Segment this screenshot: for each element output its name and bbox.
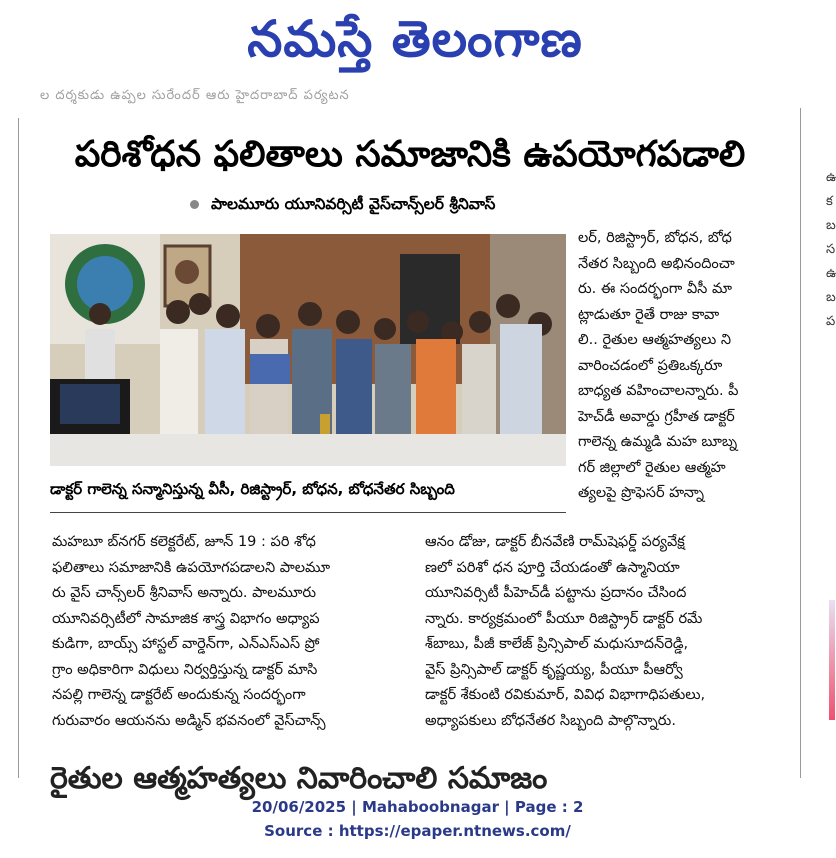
column-rule-left — [18, 118, 19, 778]
body-line: గ్రాం అధికారిగా విధులు నిర్వర్తిస్తున్న డాక్టర్ మాసి — [52, 661, 318, 678]
article-body-right-bottom — [425, 530, 779, 734]
masthead — [0, 0, 835, 78]
edge-char: ఉ — [826, 170, 836, 185]
body-line: ణలో పరిశో ధన పూర్తి చేయడంతో ఉస్మానియా — [425, 559, 680, 576]
body-line: ట్లాడుతూ రైతే రాజు కావా — [578, 306, 720, 323]
body-line: నపల్లి గాలెన్న డాక్టరేట్ అందుకున్న సందర్భంగా — [52, 687, 306, 703]
newspaper-logo: నమస్తే తెలంగాణ — [247, 10, 583, 68]
body-line: గర్ జిల్లాలో రైతుల ఆత్మహ — [578, 459, 726, 476]
photo-caption: డాక్టర్ గాలెన్న సన్మానిస్తున్న వీసీ, రిజిస్ట్రార్, బోధన, బోధనేతర సిబ్బంది — [50, 480, 455, 498]
body-line: మహబూ బ్‌నగర్ కలెక్టరేట్, జూన్ 19 : పరి శోధ — [52, 534, 316, 550]
body-line: గాలెన్న ఉమ్మడి మహ బూబ్న — [578, 434, 738, 450]
top-cutline — [0, 88, 835, 110]
footer-date-edition: 20/06/2025 | Mahaboobnagar | Page : 2 — [251, 798, 584, 816]
body-line: వైస్ ప్రిన్సిపాల్ డాక్టర్ కృష్ణయ్య, పీయూ పీఆర్వో — [425, 661, 683, 678]
column-rule-right — [800, 108, 801, 778]
body-line: డాక్టర్ శేకుంటి రవికుమార్, వివిధ విభాగాధిపతులు, — [425, 687, 706, 703]
body-line: కుడిగా, బాయ్స్ హాస్టల్ వార్డెన్‌గా, ఎన్ఎస్ఎస్ ప్రో — [52, 636, 320, 652]
body-line: బాధ్యత వహించాలన్నారు. పీ — [578, 383, 739, 399]
article-headline: పరిశోధన ఫలితాలు సమాజానికి ఉపయోగపడాలి — [74, 134, 746, 175]
edge-char: ప — [826, 314, 836, 329]
cutline-text: ల దర్శకుడు ఉప్పల సురేందర్ ఆరు హైదరాబాద్ పర్యటన — [40, 88, 350, 103]
body-line: అధ్యాపకులు బోధనేతర సిబ్బంది పాల్గొన్నారు. — [425, 712, 676, 729]
next-article-headline-cut — [40, 761, 785, 796]
caption-rule — [50, 512, 566, 513]
body-line: యూనివర్సిటీలో సామాజిక శాస్త్ర విభాగం అధ్యాప — [52, 610, 320, 627]
body-line: లర్, రిజిస్ట్రార్, బోధన, బోధ — [578, 230, 732, 246]
article-body-right-top — [578, 226, 776, 507]
body-line: న్నారు. కార్యక్రమంలో పీయూ రిజిస్ట్రార్ డాక్టర్ రమే — [425, 610, 703, 627]
adjacent-image-edge — [829, 600, 835, 720]
body-line: రు వైస్ చాన్స్‌లర్ శ్రీనివాస్ అన్నారు. పాలమూరు — [52, 585, 317, 601]
body-line: ఫలితాలు సమాజానికి ఉపయోగపడాలని పాలమూ — [52, 559, 331, 576]
edge-char: బ — [826, 290, 836, 305]
edge-char: ఉ — [826, 266, 836, 281]
body-line: ఆనం డోజు, డాక్టర్ బీనవేణి రామ్‌షెఫర్డ్ పర్యవేక్ష — [425, 534, 685, 550]
subhead-text: పాలమూరు యూనివర్సిటీ వైస్‌చాన్స్‌లర్ శ్రీనివాస్ — [211, 195, 496, 213]
body-line: త్యలపై ప్రొఫెసర్ హన్నా — [578, 485, 705, 501]
next-headline-text: రైతుల ఆత్మహత్యలు నివారించాలి సమాజం — [50, 761, 548, 796]
body-line: గురువారం ఆయనను అడ్మిన్ భవనంలో వైస్‌చాన్స్ — [52, 712, 326, 729]
footer-source-link[interactable]: Source : https://epaper.ntnews.com/ — [264, 822, 571, 840]
body-line: రు. ఈ సందర్భంగా వీసీ మా — [578, 281, 732, 297]
news-photo — [50, 234, 566, 466]
body-line: నేతర సిబ్బంది అభినందించా — [578, 255, 735, 272]
group-photo-illustration — [50, 234, 566, 466]
article-subhead — [190, 195, 790, 217]
article-body-left — [52, 530, 398, 734]
edge-char: క — [826, 194, 833, 209]
bullet-icon — [190, 200, 199, 209]
body-line: లి.. రైతుల ఆత్మహత్యలు ని — [578, 332, 732, 348]
body-line: యూనివర్సిటీ పీహెచ్‌డీ పట్టాను ప్రదానం చేసింద — [425, 585, 687, 601]
edge-char: స — [826, 242, 836, 257]
page-footer — [0, 795, 835, 843]
body-line: హెచ్‌డీ అవార్డు గ్రహీత డాక్టర్ — [578, 408, 735, 425]
body-line: వారించడంలో ప్రతిఒక్కరూ — [578, 357, 723, 374]
edge-char: బ — [826, 218, 836, 233]
body-line: శ్‌బాబు, పీజీ కాలేజ్ ప్రిన్సిపాల్ మధుసూదన్‌రెడ్డి, — [425, 636, 689, 652]
